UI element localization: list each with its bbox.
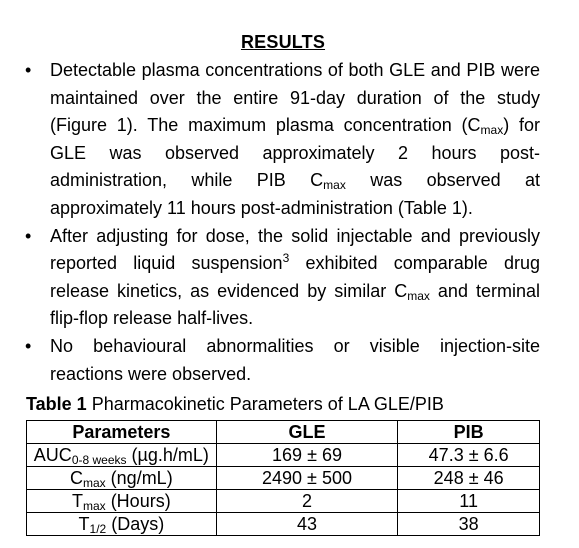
citation-superscript: 3 [282,251,290,266]
pib-value-cell: 38 [398,513,540,536]
subscript: max [323,178,346,193]
table-row [27,467,540,490]
bullet-text [50,57,540,223]
table-caption-label: Table 1 [26,394,87,414]
subscript: max [407,288,430,303]
param-unit: (Days) [106,514,165,534]
results-heading: RESULTS [240,32,326,52]
subscript: max [480,123,504,138]
table-caption [26,394,444,415]
param-symbol: C [70,468,83,488]
bullet-item [20,57,541,223]
table-row [27,444,540,467]
bullet-text-part: Detectable plasma concentrations of both GLE and PIB were maintained over the entire 91-day duration of the study (Figure 1). The maximum plasma concentration (C [50,60,540,136]
param-subscript: 1/2 [89,522,107,536]
gle-value-cell: 2 [216,490,398,513]
param-unit: (µg.h/mL) [126,445,209,465]
bullet-text [50,333,540,388]
table-caption-text: Pharmacokinetic Parameters of LA GLE/PIB [86,394,444,414]
table-row [27,490,540,513]
results-bullet-list [20,57,541,388]
bullet-dot-icon: • [25,335,32,356]
bullet-dot-icon: • [25,225,32,246]
bullet-text [50,223,540,333]
param-subscript: 0-8 weeks [71,453,127,467]
parameter-cell [27,467,217,490]
gle-value-cell: 169 ± 69 [216,444,398,467]
pharmacokinetic-table [26,420,540,536]
pib-value-cell: 11 [398,490,540,513]
table-row [27,513,540,536]
bullet-dot-icon: • [25,60,32,80]
bullet-item [20,333,541,388]
bullet-item [20,223,541,333]
parameter-cell [27,444,217,467]
parameter-cell [27,490,217,513]
bullet-text-part: was observed at approximately 11 hours post-administration (Table 1). [50,170,540,218]
param-symbol: T [72,491,84,511]
param-symbol: AUC [33,445,72,465]
column-header: GLE [216,421,398,444]
param-unit: (Hours) [105,491,171,511]
gle-value-cell: 2490 ± 500 [216,467,398,490]
gle-value-cell: 43 [216,513,398,536]
pib-value-cell: 248 ± 46 [398,467,540,490]
param-symbol: T [78,514,90,534]
bullet-text-part: ) for GLE was observed approximately 2 hours post-administration, while PIB C [50,115,540,191]
bullet-text-part: After adjusting for dose, the solid injectable and previously reported liquid suspension [50,225,540,274]
column-header: Parameters [27,421,217,444]
bullet-text-part: and terminal flip-flop release half-lives. [50,280,540,329]
bullet-text-part: No behavioural abnormalities or visible injection-site reactions were observed. [50,335,540,384]
column-header: PIB [398,421,540,444]
bullet-text-part: exhibited comparable drug release kinetics, as evidenced by similar C [50,253,541,301]
param-subscript: max [83,476,106,490]
param-unit: (ng/mL) [105,468,173,488]
pib-value-cell: 47.3 ± 6.6 [398,444,540,467]
table-header-row [27,421,540,444]
param-subscript: max [83,499,106,513]
parameter-cell [27,513,217,536]
